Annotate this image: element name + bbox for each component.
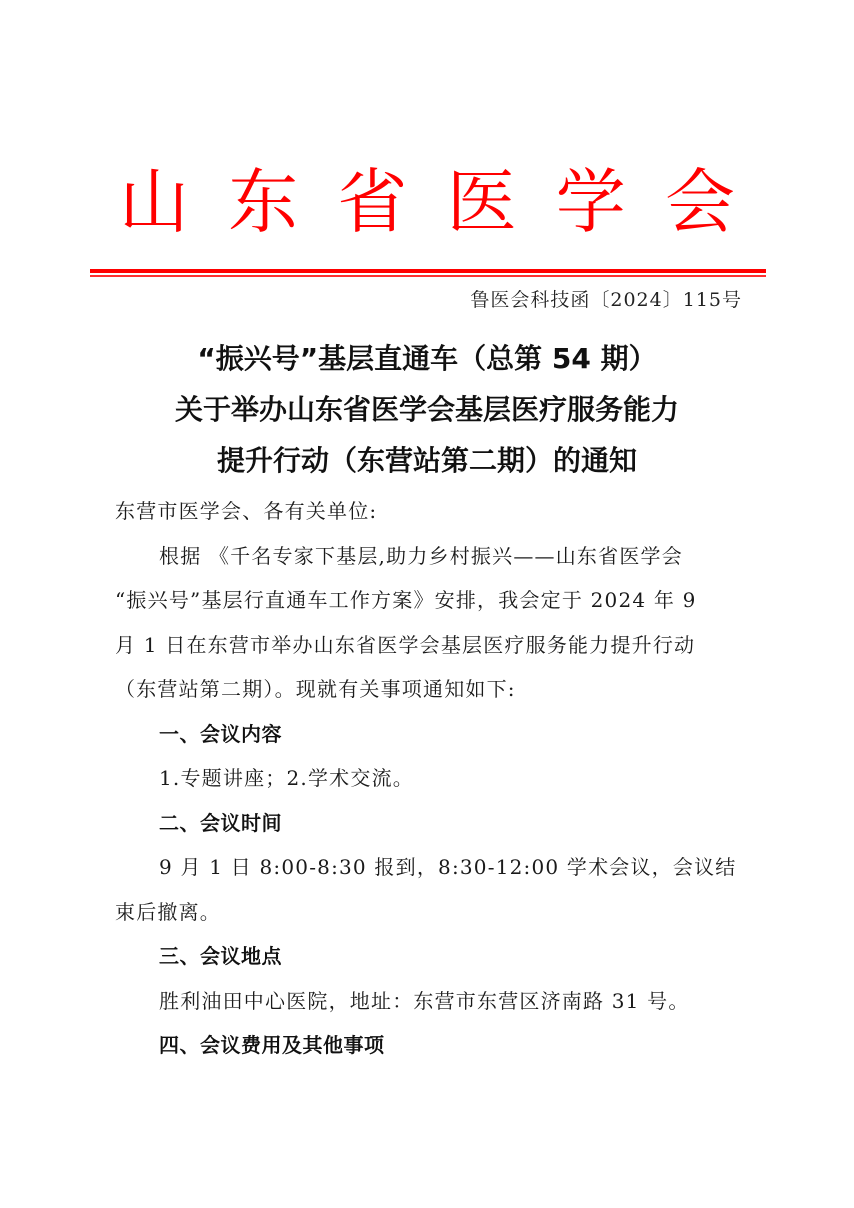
- section-text: 胜利油田中心医院，地址：东营市东营区济南路 31 号。: [159, 988, 690, 1013]
- intro-line: “振兴号”基层行直通车工作方案》安排，我会定于 2024 年 9: [115, 588, 697, 612]
- section-text: 1.专题讲座；2.学术交流。: [159, 766, 414, 790]
- letterhead-char: 医: [446, 161, 517, 243]
- title-line: 提升行动（东营站第二期）的通知: [216, 444, 637, 477]
- title-line: “振兴号”基层直通车（总第 54 期）: [197, 342, 657, 375]
- section-heading-location: 三、会议地点: [159, 944, 282, 968]
- letterhead-char: 会: [664, 161, 735, 243]
- notice-body: [115, 489, 745, 1068]
- intro-line: 根据 《千名专家下基层,助力乡村振兴——山东省医学会: [159, 543, 683, 568]
- document-number: 鲁医会科技函〔2024〕115号: [470, 289, 742, 311]
- title-line: 关于举办山东省医学会基层医疗服务能力: [174, 393, 679, 426]
- section-text: 束后撤离。: [115, 899, 221, 924]
- intro-line: （东营站第二期）。现就有关事项通知如下:: [115, 677, 516, 701]
- organization-letterhead: [90, 160, 766, 244]
- section-heading-time: 二、会议时间: [159, 810, 282, 835]
- notice-title: [0, 333, 854, 486]
- section-text: 9 月 1 日 8:00-8:30 报到，8:30-12:00 学术会议，会议结: [159, 855, 737, 879]
- letterhead-char: 省: [337, 161, 408, 243]
- intro-line: 月 1 日在东营市举办山东省医学会基层医疗服务能力提升行动: [115, 632, 696, 657]
- letterhead-divider-thin: [90, 275, 766, 277]
- section-heading-fees: 四、会议费用及其他事项: [159, 1033, 385, 1057]
- letterhead-divider-thick: [90, 269, 766, 273]
- letterhead-char: 学: [555, 161, 626, 243]
- letterhead-char: 东: [228, 161, 299, 243]
- salutation: 东营市医学会、各有关单位:: [115, 499, 378, 523]
- section-heading-content: 一、会议内容: [159, 721, 282, 746]
- letterhead-char: 山: [119, 161, 189, 243]
